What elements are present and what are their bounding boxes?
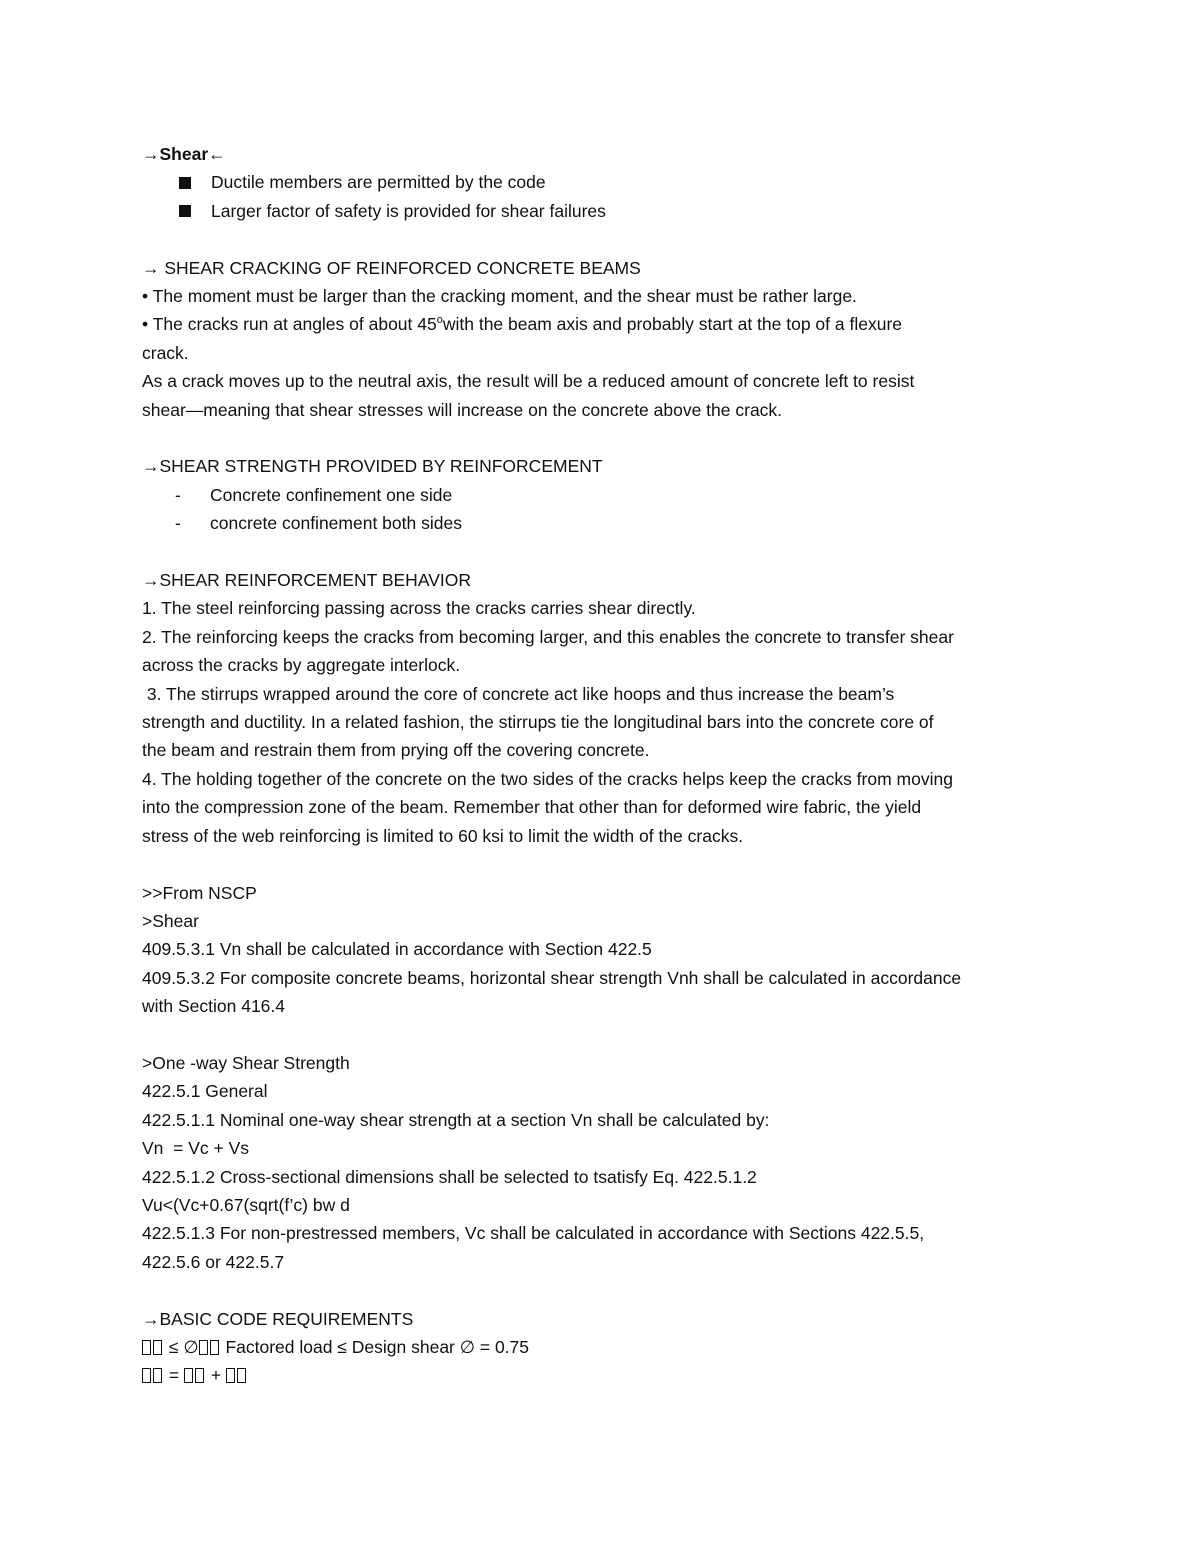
behavior-line: across the cracks by aggregate interlock.	[142, 655, 461, 676]
spacer	[142, 1276, 1072, 1304]
cracking-bullet: • The moment must be larger than the cracking moment, and the shear must be rather large.	[142, 286, 857, 307]
basic-equation-2: = +	[142, 1361, 1072, 1389]
spacer	[142, 538, 1072, 566]
dash-bullet: -	[175, 513, 181, 534]
right-arrow-icon: →	[142, 144, 160, 164]
square-bullet-icon	[179, 205, 191, 217]
nscp-line: 409.5.3.1 Vn shall be calculated in accordance with Section 422.5	[142, 939, 652, 960]
nscp-line: 409.5.3.2 For composite concrete beams, horizontal shear strength Vnh shall be calculated in accordance	[142, 967, 962, 988]
list-item	[142, 509, 1072, 537]
left-arrow-icon: ←	[208, 144, 226, 164]
missing-glyph-icon	[153, 1340, 162, 1355]
spacer	[142, 424, 1072, 452]
strength-heading: →SHEAR STRENGTH PROVIDED BY REINFORCEMENT	[142, 456, 603, 477]
oneway-line: >One -way Shear Strength	[142, 1052, 350, 1073]
behavior-line: 1. The steel reinforcing passing across the cracks carries shear directly.	[142, 598, 696, 619]
behavior-line: 2. The reinforcing keeps the cracks from becoming larger, and this enables the concrete to transfer shear	[142, 626, 954, 647]
missing-glyph-icon	[153, 1368, 162, 1383]
cracking-paragraph-line: As a crack moves up to the neutral axis, the result will be a reduced amount of concrete left to resist	[142, 371, 915, 392]
cracking-paragraph-line: shear—meaning that shear stresses will increase on the concrete above the crack.	[142, 399, 783, 420]
cracking-bullet-continuation: crack.	[142, 342, 189, 363]
oneway-line: Vu<(Vc+0.67(sqrt(f’c) bw d	[142, 1194, 350, 1215]
behavior-line: 4. The holding together of the concrete on the two sides of the cracks helps keep the cracks from moving	[142, 768, 953, 789]
missing-glyph-icon	[199, 1340, 208, 1355]
spacer	[142, 225, 1072, 253]
list-item	[142, 481, 1072, 509]
missing-glyph-icon	[237, 1368, 246, 1383]
nscp-line: with Section 416.4	[142, 996, 286, 1017]
list-item	[142, 168, 1072, 196]
shear-title: Shear	[159, 144, 209, 164]
missing-glyph-icon	[195, 1368, 204, 1383]
list-item-text: concrete confinement both sides	[210, 513, 462, 534]
missing-glyph-icon	[142, 1368, 151, 1383]
cracking-heading: → SHEAR CRACKING OF REINFORCED CONCRETE BEAMS	[142, 257, 641, 278]
list-item-text: Larger factor of safety is provided for shear failures	[211, 200, 606, 221]
behavior-line: into the compression zone of the beam. Remember that other than for deformed wire fabric, the yield	[142, 797, 922, 818]
degree-mark: o	[436, 314, 443, 327]
oneway-line: 422.5.1.1 Nominal one-way shear strength at a section Vn shall be calculated by:	[142, 1109, 770, 1130]
behavior-heading: →SHEAR REINFORCEMENT BEHAVIOR	[142, 570, 471, 591]
behavior-line: strength and ductility. In a related fashion, the stirrups tie the longitudinal bars into the concrete core of	[142, 712, 934, 733]
list-item	[142, 197, 1072, 225]
list-item-text: Concrete confinement one side	[210, 484, 453, 505]
cracking-bullet: • The cracks run at angles of about 45$^o$with the beam axis and probably start at the top of a flexure	[142, 314, 903, 335]
oneway-line: 422.5.1.2 Cross-sectional dimensions shall be selected to tsatisfy Eq. 422.5.1.2	[142, 1166, 757, 1187]
shear-heading	[142, 140, 1072, 168]
nscp-line: >Shear	[142, 910, 199, 931]
dash-bullet: -	[175, 484, 181, 505]
basic-heading: →BASIC CODE REQUIREMENTS	[142, 1308, 414, 1329]
document-page	[142, 140, 1072, 1390]
missing-glyph-icon	[210, 1340, 219, 1355]
oneway-line: Vn = Vc + Vs	[142, 1138, 249, 1159]
spacer	[142, 1021, 1072, 1049]
square-bullet-icon	[179, 177, 191, 189]
basic-equation-1: ≤ ∅ Factored load ≤ Design shear ∅ = 0.75	[142, 1333, 1072, 1361]
missing-glyph-icon	[226, 1368, 235, 1383]
oneway-line: 422.5.6 or 422.5.7	[142, 1251, 285, 1272]
missing-glyph-icon	[142, 1340, 151, 1355]
oneway-line: 422.5.1 General	[142, 1081, 268, 1102]
behavior-line: 3. The stirrups wrapped around the core of concrete act like hoops and thus increase the beam’s	[142, 683, 895, 704]
missing-glyph-icon	[184, 1368, 193, 1383]
nscp-line: >>From NSCP	[142, 882, 257, 903]
spacer	[142, 850, 1072, 878]
oneway-line: 422.5.1.3 For non-prestressed members, Vc shall be calculated in accordance with Sections 422.5.5,	[142, 1223, 925, 1244]
behavior-line: stress of the web reinforcing is limited to 60 ksi to limit the width of the cracks.	[142, 825, 744, 846]
behavior-line: the beam and restrain them from prying off the covering concrete.	[142, 740, 650, 761]
list-item-text: Ductile members are permitted by the code	[211, 172, 546, 193]
